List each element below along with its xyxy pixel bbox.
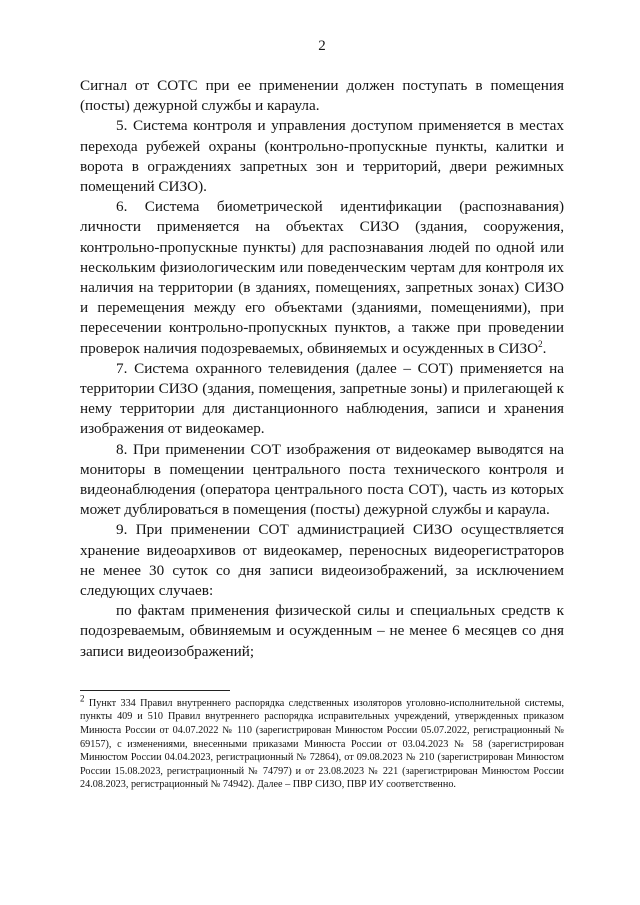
paragraph-item-7: 7. Система охранного телевидения (далее – СОТ) применяется на территории СИЗО (здания, помещения, запретные зоны) и прилегающей к нему территории для дистанционного наблюдения, записи и хранения изображения от видеокамер. (80, 359, 564, 438)
footnote-text: Пункт 334 Правил внутреннего распорядка следственных изоляторов уголовно-исполнительной системы, пункты 409 и 510 Правил внутреннего распорядка исправительных учреждений, утвержденных приказом Минюста России от 04.07.2022 № 110 (зарегистрирован Минюстом России 05.07.2022, регистрационный № 69157), с изменениями, внесенными приказами Минюста России от 03.04.2023 № 58 (зарегистрирован Минюстом России 04.04.2023, регистрационный № 72864), от 09.08.2023 № 210 (зарегистрирован Минюстом России 15.08.2023, регистрационный № 74797) и от 23.08.2023 № 221 (зарегистрирован Минюстом России 24.08.2023, регистрационный № 74942). Далее – ПВР СИЗО, ПВР ИУ соответственно. (80, 697, 564, 791)
page-number: 2 (318, 38, 326, 54)
footnote-marker: 2 (80, 693, 85, 704)
paragraph-item-6-tail: . (542, 339, 547, 357)
paragraph-exception-physical-force: по фактам применения физической силы и специальных средств к подозреваемым, обвиняемым и осужденным – не менее 6 месяцев со дня записи видеоизображений; (80, 602, 564, 660)
paragraph-item-8: 8. При применении СОТ изображения от видеокамер выводятся на мониторы в помещении центрального поста технического контроля и видеонаблюдения (оператора центрального поста СОТ), часть из которых может дублироваться в помещения (посты) дежурной службы и караула. (80, 440, 564, 519)
footnote-separator (80, 690, 230, 691)
paragraph-item-6 (80, 197, 564, 359)
paragraph-item-6-text: 6. Система биометрической идентификации (распознавания) личности применяется на объектах СИЗО (здания, сооружения, контрольно-пропускные пункты) для распознавания людей по одной или нескольким физиологическим или поведенческим чертам для контроля их наличия на территории (в зданиях, помещениях, запретных зонах) СИЗО и перемещения между его объектами (зданиями, помещениями), при пересечении контрольно-пропускных пунктов, а также при проведении проверок наличия подозреваемых, обвиняемых и осужденных в СИЗО (80, 198, 564, 357)
paragraph-item-9: 9. При применении СОТ администрацией СИЗО осуществляется хранение видеоархивов от видеокамер, переносных видеорегистраторов не менее 30 суток со дня записи видеоизображений, за исключением следующих случаев: (80, 521, 564, 600)
footnote-reference: 2 (538, 338, 543, 349)
paragraph-item-5: 5. Система контроля и управления доступом применяется в местах перехода рубежей охраны (контрольно-пропускные пункты, калитки и ворота в ограждениях запретных зон и территорий, двери режимных помещений СИЗО). (80, 117, 564, 196)
footnote (80, 693, 564, 792)
paragraph-sots-signal: Сигнал от СОТС при ее применении должен поступать в помещения (посты) дежурной службы и караула. (80, 77, 564, 115)
